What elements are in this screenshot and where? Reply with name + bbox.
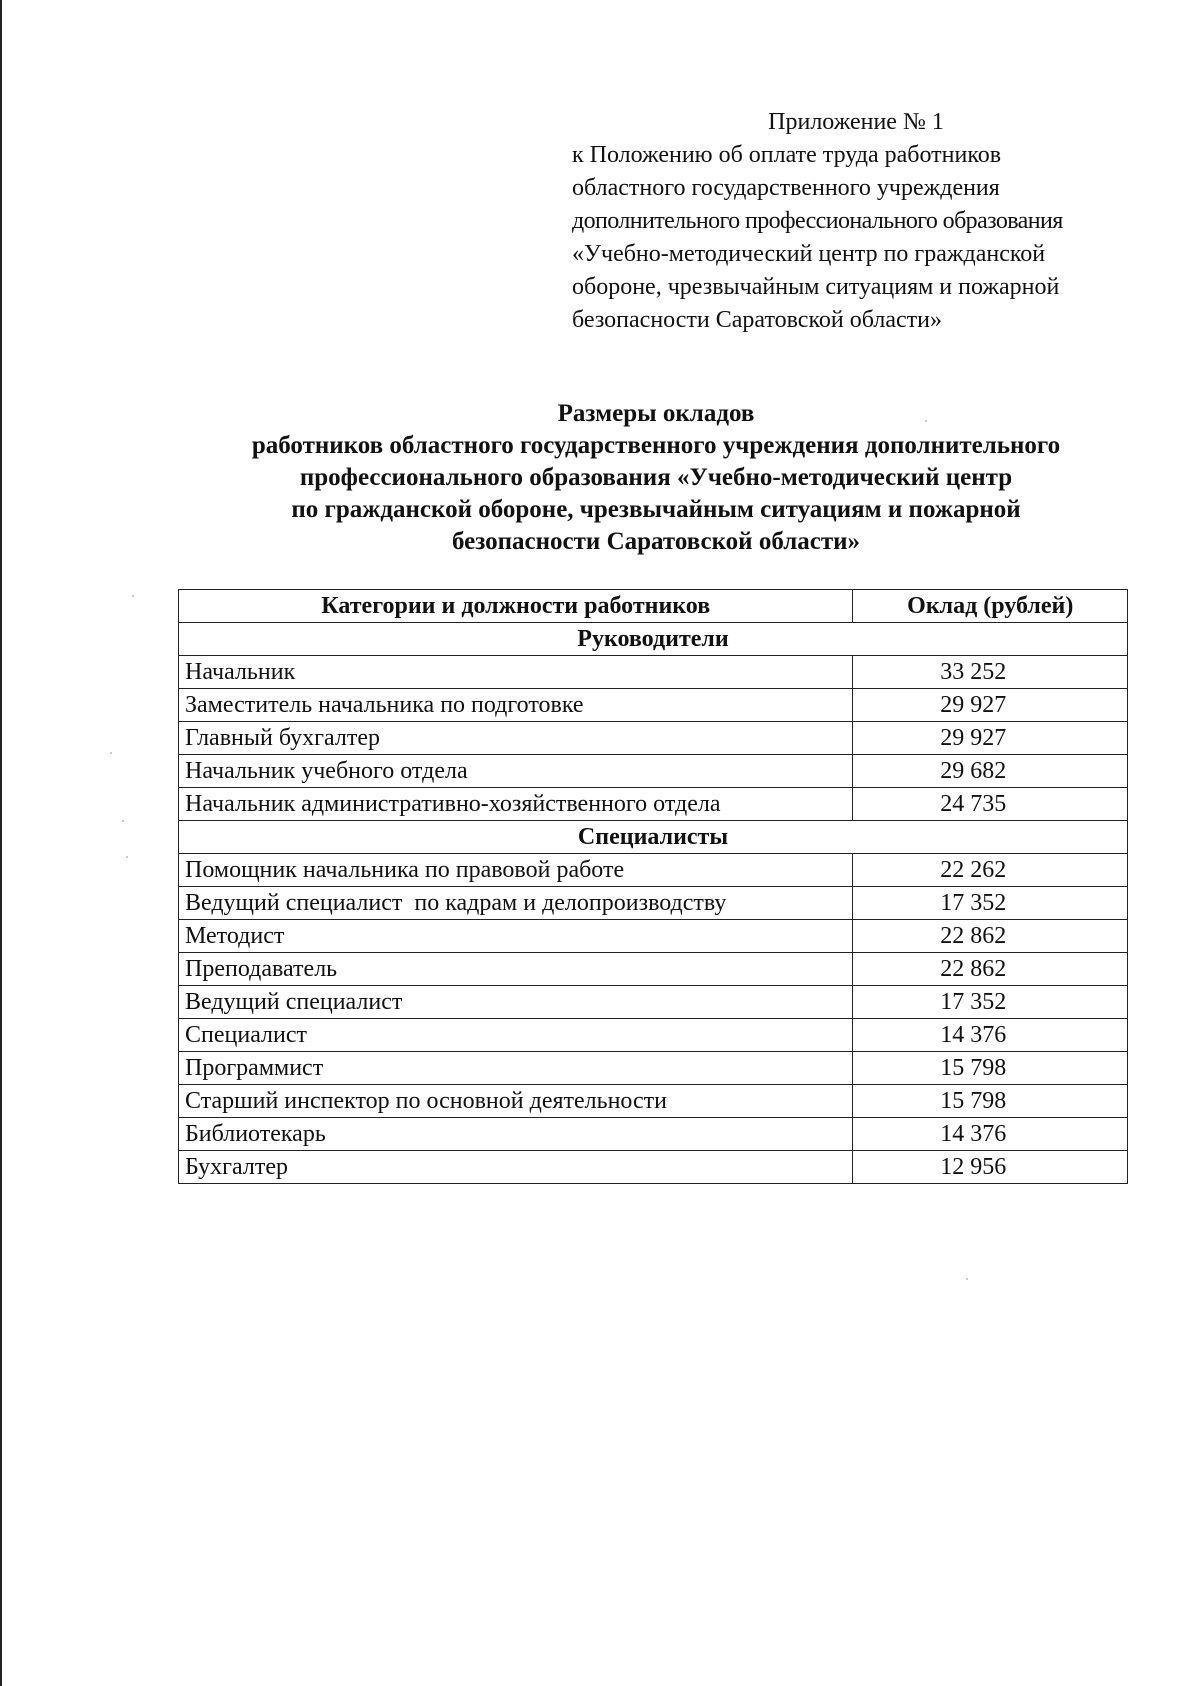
position-name-cell: Ведущий специалист <box>179 986 853 1019</box>
position-name-cell: Библиотекарь <box>179 1118 853 1151</box>
table-row <box>179 953 1128 986</box>
title-line: по гражданской обороне, чрезвычайным ситуациям и пожарной <box>291 496 1021 523</box>
scan-edge-line <box>0 0 2 1686</box>
section-title: Специалисты <box>179 821 1128 854</box>
position-name-cell: Заместитель начальника по подготовке <box>179 689 853 722</box>
position-name-cell: Помощник начальника по правовой работе <box>179 854 853 887</box>
table-row <box>179 689 1128 722</box>
appendix-line: дополнительного профессионального образования <box>572 208 1063 234</box>
position-name-cell: Начальник <box>179 656 853 689</box>
position-name-cell: Ведущий специалист по кадрам и делопроизводству <box>179 887 853 920</box>
table-row <box>179 887 1128 920</box>
position-name-cell: Главный бухгалтер <box>179 722 853 755</box>
document-title <box>150 398 1162 558</box>
position-name-cell: Бухгалтер <box>179 1151 853 1184</box>
position-name-cell: Начальник учебного отдела <box>179 755 853 788</box>
salary-amount-cell: 22 862 <box>853 953 1128 986</box>
table-row <box>179 656 1128 689</box>
table-row <box>179 1052 1128 1085</box>
salary-amount-cell: 29 682 <box>853 755 1128 788</box>
appendix-line: обороне, чрезвычайным ситуациям и пожарной <box>572 274 1060 300</box>
salary-amount-cell: 33 252 <box>853 656 1128 689</box>
section-row <box>179 623 1128 656</box>
table-row <box>179 722 1128 755</box>
table-row <box>179 1085 1128 1118</box>
salary-amount-cell: 24 735 <box>853 788 1128 821</box>
position-name-cell: Методист <box>179 920 853 953</box>
position-name-cell: Начальник административно-хозяйственного отдела <box>179 788 853 821</box>
salary-amount-cell: 15 798 <box>853 1052 1128 1085</box>
appendix-line: к Положению об оплате труда работников <box>572 142 1002 168</box>
salary-amount-cell: 14 376 <box>853 1118 1128 1151</box>
position-name-cell: Преподаватель <box>179 953 853 986</box>
scan-speck <box>925 420 927 422</box>
table-row <box>179 854 1128 887</box>
salary-table <box>178 589 1128 1184</box>
salary-amount-cell: 14 376 <box>853 1019 1128 1052</box>
title-line: безопасности Саратовской области» <box>451 528 861 555</box>
section-row <box>179 821 1128 854</box>
table-row <box>179 1118 1128 1151</box>
scan-speck <box>122 820 124 822</box>
table-body <box>179 623 1128 1184</box>
position-name-cell: Программист <box>179 1052 853 1085</box>
salary-amount-cell: 22 262 <box>853 854 1128 887</box>
scan-speck <box>966 1278 968 1280</box>
appendix-line: «Учебно-методический центр по гражданской <box>572 241 1046 267</box>
appendix-line: безопасности Саратовской области» <box>572 307 942 333</box>
scan-speck <box>126 856 128 858</box>
appendix-number: Приложение № 1 <box>768 109 944 135</box>
table-row <box>179 788 1128 821</box>
header-amount: Оклад (рублей) <box>853 590 1128 623</box>
title-line: работников областного государственного учреждения дополнительного <box>251 432 1061 459</box>
title-line: Размеры окладов <box>557 400 755 427</box>
appendix-line: областного государственного учреждения <box>572 175 1000 201</box>
table-row <box>179 1151 1128 1184</box>
table-row <box>179 755 1128 788</box>
appendix-header <box>572 106 1128 337</box>
salary-amount-cell: 17 352 <box>853 986 1128 1019</box>
salary-amount-cell: 29 927 <box>853 722 1128 755</box>
salary-amount-cell: 15 798 <box>853 1085 1128 1118</box>
scan-speck <box>110 752 112 754</box>
salary-amount-cell: 29 927 <box>853 689 1128 722</box>
position-name-cell: Специалист <box>179 1019 853 1052</box>
section-title: Руководители <box>179 623 1128 656</box>
scan-speck <box>132 595 134 597</box>
table-row <box>179 920 1128 953</box>
salary-amount-cell: 22 862 <box>853 920 1128 953</box>
table-row <box>179 1019 1128 1052</box>
title-line: профессионального образования «Учебно-методический центр <box>299 464 1013 491</box>
salary-amount-cell: 12 956 <box>853 1151 1128 1184</box>
table-row <box>179 986 1128 1019</box>
salary-amount-cell: 17 352 <box>853 887 1128 920</box>
position-name-cell: Старший инспектор по основной деятельности <box>179 1085 853 1118</box>
header-name: Категории и должности работников <box>179 590 853 623</box>
table-header-row <box>179 590 1128 623</box>
